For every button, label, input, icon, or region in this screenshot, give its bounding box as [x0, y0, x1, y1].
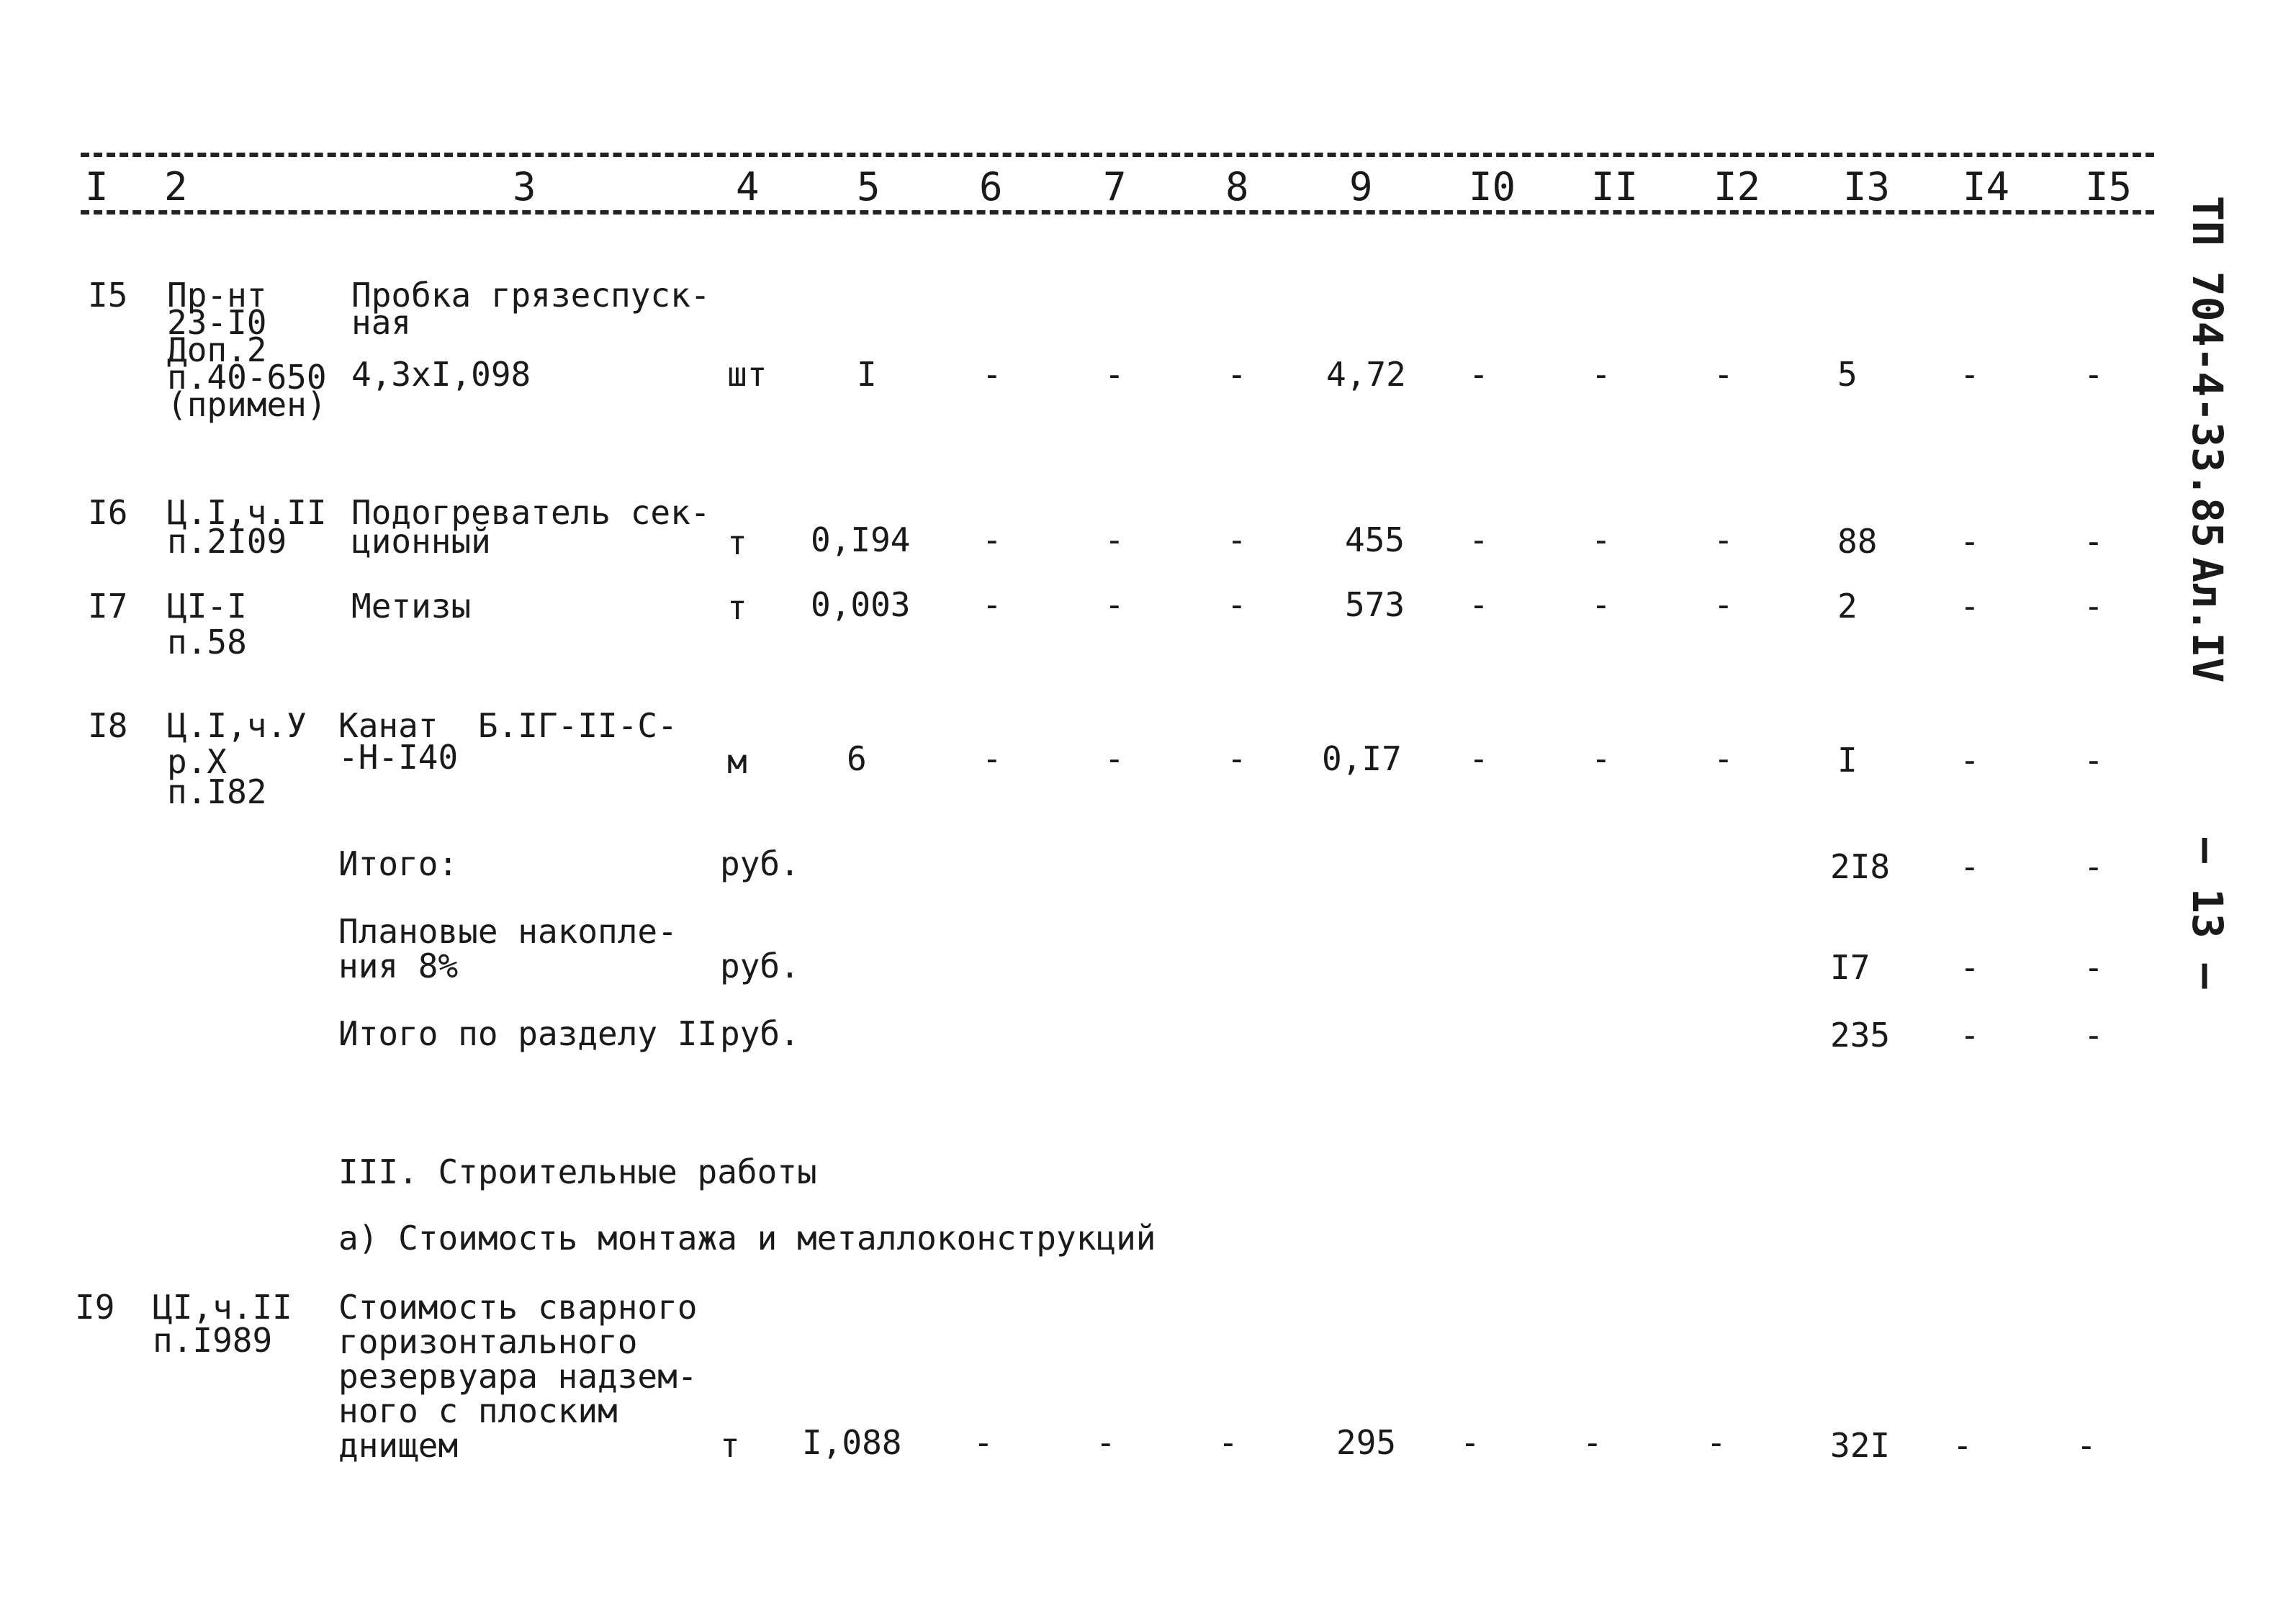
row-col10: - — [1469, 520, 1489, 559]
row-description: ционный — [351, 522, 491, 561]
summary-total: I7 — [1830, 948, 1870, 987]
col-header-2: 2 — [164, 164, 188, 209]
row-quantity: I — [857, 355, 877, 394]
row-col15: - — [2084, 355, 2104, 394]
row-reference: ЦI-I — [167, 587, 247, 626]
col-header-7: 7 — [1103, 164, 1127, 209]
row-col6: - — [982, 585, 1002, 624]
row-unit: т — [720, 1426, 740, 1465]
row-col14: - — [1953, 1426, 1973, 1465]
col-header-11: II — [1591, 164, 1639, 209]
row-description: Пробка грязеспуск- — [351, 276, 711, 315]
row-unit-price: 455 — [1345, 520, 1405, 559]
summary-label: Плановые накопле- — [338, 912, 677, 951]
row-quantity: 0,I94 — [811, 520, 911, 559]
col-header-15: I5 — [2085, 164, 2133, 209]
row-description: ного с плоским — [338, 1391, 618, 1430]
row-description: резервуара надзем- — [338, 1357, 698, 1396]
row-total: 2 — [1837, 587, 1858, 626]
col-header-1: I — [85, 164, 109, 209]
row-col14: - — [1960, 355, 1980, 394]
row-unit: шт — [727, 355, 767, 394]
col-header-10: I0 — [1469, 164, 1516, 209]
summary-unit: руб. — [720, 1014, 800, 1053]
summary-total: 235 — [1830, 1016, 1891, 1055]
col-header-14: I4 — [1963, 164, 2010, 209]
summary-col14: - — [1960, 1016, 1980, 1055]
row-col8: - — [1227, 520, 1247, 559]
row-description: Канат Б.IГ-II-С- — [338, 706, 677, 745]
section-title: III. Строительные работы — [338, 1152, 817, 1191]
row-description: 4,3xI,098 — [351, 355, 531, 394]
row-unit-price: 295 — [1336, 1423, 1397, 1462]
summary-col15: - — [2084, 847, 2104, 886]
col-header-6: 6 — [979, 164, 1003, 209]
col-header-3: 3 — [513, 164, 536, 209]
row-col14: - — [1960, 587, 1980, 626]
row-reference: Пр-нт — [167, 276, 267, 315]
row-col7: - — [1096, 1423, 1116, 1462]
row-col11: - — [1591, 355, 1611, 394]
row-col14: - — [1960, 741, 1980, 780]
row-col12: - — [1714, 585, 1734, 624]
summary-total: 2I8 — [1830, 847, 1891, 886]
row-col15: - — [2084, 587, 2104, 626]
summary-unit: руб. — [720, 844, 800, 883]
summary-col14: - — [1960, 847, 1980, 886]
document-code: ТП 704-4-33.85 — [2183, 196, 2232, 548]
row-number: I5 — [88, 276, 128, 315]
row-col8: - — [1227, 585, 1247, 624]
row-description: днищем — [338, 1426, 459, 1465]
row-col7: - — [1104, 739, 1125, 778]
row-reference: п.58 — [167, 623, 247, 662]
row-reference: Ц.I,ч.II — [167, 493, 327, 532]
row-description: Метизы — [351, 587, 472, 626]
row-col15: - — [2084, 522, 2104, 561]
row-description: ная — [351, 303, 412, 342]
row-col11: - — [1591, 585, 1611, 624]
row-reference: 23-I0 — [167, 303, 267, 342]
row-col7: - — [1104, 355, 1125, 394]
col-header-12: I2 — [1714, 164, 1761, 209]
row-total: 88 — [1837, 522, 1878, 561]
row-col10: - — [1469, 355, 1489, 394]
header-bottom-rule — [81, 210, 2154, 215]
row-col7: - — [1104, 585, 1125, 624]
row-col8: - — [1227, 739, 1247, 778]
col-header-5: 5 — [857, 164, 881, 209]
row-col10: - — [1469, 585, 1489, 624]
page-number: — 13 — — [2183, 838, 2232, 989]
row-reference: (примен) — [167, 385, 327, 424]
summary-col15: - — [2084, 948, 2104, 987]
row-reference: ЦI,ч.II — [153, 1288, 292, 1327]
row-description: -Н-I40 — [338, 738, 459, 777]
summary-col14: - — [1960, 948, 1980, 987]
row-description: горизонтального — [338, 1322, 638, 1361]
row-col11: - — [1583, 1423, 1603, 1462]
row-col6: - — [973, 1423, 994, 1462]
row-number: I7 — [88, 587, 128, 626]
row-quantity: 0,003 — [811, 585, 911, 624]
row-reference: Ц.I,ч.У — [167, 706, 307, 745]
row-total: I — [1837, 741, 1858, 780]
row-unit: т — [727, 588, 747, 627]
section-subtitle: а) Стоимость монтажа и металлоконструкций — [338, 1219, 1156, 1258]
row-total: 32I — [1830, 1426, 1891, 1465]
row-col7: - — [1104, 520, 1125, 559]
row-reference: п.I82 — [167, 772, 267, 811]
row-reference: п.2I09 — [167, 522, 287, 561]
row-reference: р.X — [167, 742, 228, 781]
summary-unit: руб. — [720, 947, 800, 985]
row-col8: - — [1218, 1423, 1238, 1462]
row-number: I9 — [75, 1288, 115, 1327]
col-header-13: I3 — [1843, 164, 1891, 209]
row-col10: - — [1469, 739, 1489, 778]
col-header-8: 8 — [1225, 164, 1249, 209]
row-unit: т — [727, 523, 747, 562]
row-col14: - — [1960, 522, 1980, 561]
row-col8: - — [1227, 355, 1247, 394]
row-quantity: I,088 — [802, 1423, 902, 1462]
row-unit-price: 573 — [1345, 585, 1405, 624]
row-col6: - — [982, 355, 1002, 394]
row-number: I8 — [88, 706, 128, 745]
row-reference: п.40-650 — [167, 358, 327, 397]
row-col15: - — [2084, 741, 2104, 780]
row-col6: - — [982, 739, 1002, 778]
row-reference: п.I989 — [153, 1321, 273, 1360]
row-col11: - — [1591, 739, 1611, 778]
row-total: 5 — [1837, 355, 1858, 394]
row-unit-price: 0,I7 — [1322, 739, 1402, 778]
col-header-4: 4 — [736, 164, 760, 209]
row-unit: м — [727, 742, 747, 781]
row-description: Подогреватель сек- — [351, 493, 711, 532]
row-reference: Доп.2 — [167, 330, 267, 369]
row-col11: - — [1591, 520, 1611, 559]
summary-label: ния 8% — [338, 947, 459, 985]
header-top-rule — [81, 153, 2154, 157]
summary-col15: - — [2084, 1016, 2104, 1055]
summary-label: Итого: — [338, 844, 459, 883]
row-col15: - — [2076, 1426, 2097, 1465]
row-col12: - — [1714, 355, 1734, 394]
row-col12: - — [1714, 739, 1734, 778]
row-quantity: 6 — [847, 739, 867, 778]
summary-label: Итого по разделу II — [338, 1014, 718, 1053]
row-col6: - — [982, 520, 1002, 559]
row-col12: - — [1714, 520, 1734, 559]
row-description: Стоимость сварного — [338, 1288, 698, 1327]
album-number: Ал.IV — [2183, 557, 2232, 683]
row-col12: - — [1706, 1423, 1726, 1462]
col-header-9: 9 — [1349, 164, 1373, 209]
row-unit-price: 4,72 — [1326, 355, 1406, 394]
row-number: I6 — [88, 493, 128, 532]
row-col10: - — [1460, 1423, 1480, 1462]
